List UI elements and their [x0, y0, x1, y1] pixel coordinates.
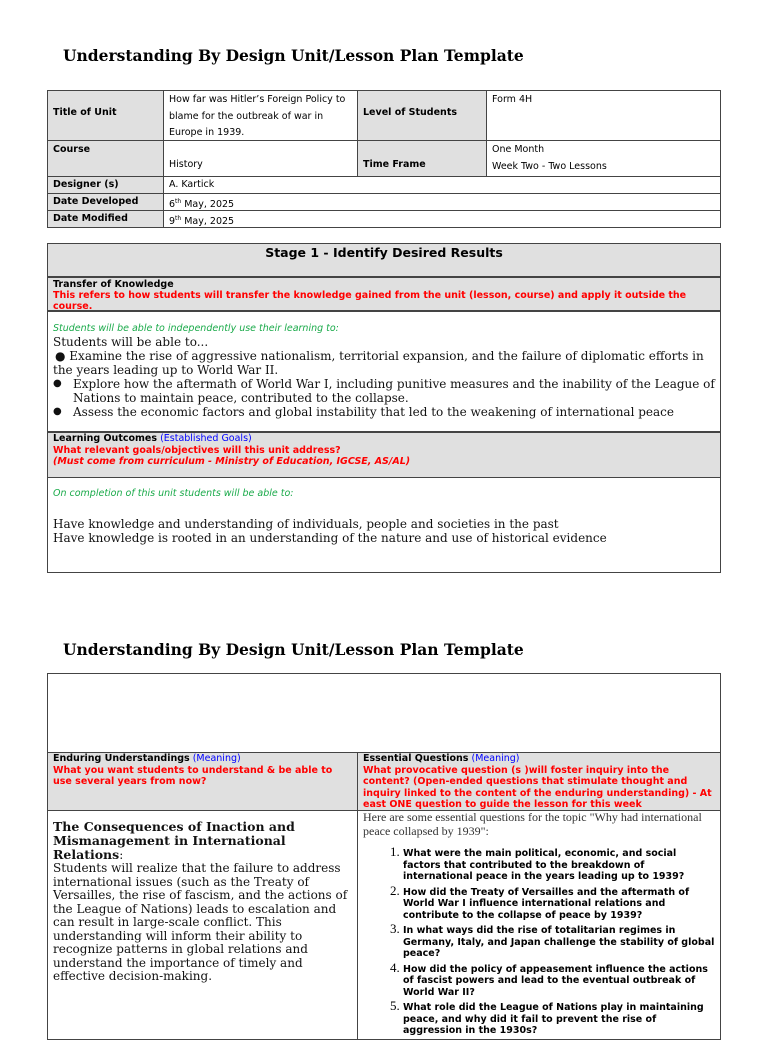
eq-tag: (Meaning) [471, 753, 520, 764]
modified-value [163, 210, 721, 228]
day: 9 [169, 216, 176, 228]
outcomes-source: (Must come from curriculum - Ministry of Education, IGCSE, AS/AL) [53, 456, 411, 467]
transfer-item: ● Explore how the aftermath of World War I, including punitive measures and the inability of the League of Nations to maintain peace, contributed to the collapse. [53, 377, 715, 405]
transfer-desc: This refers to how students will transfer the knowledge gained from the unit (lesson, course) and apply it outside the course. [53, 290, 687, 312]
time-value-1: One Month [492, 144, 545, 155]
designer-label: Designer (s) [47, 176, 164, 194]
eu-body: Students will realize that the failure to address international issues (such as the Treaty of Versailles, the rise of fascism, and the actions of the League of Nations) leads to escalation and can result in large-scale conflict. This understanding will inform their ability to recognize patterns in global relations and understand the importance of timely and effective decision-making. [53, 861, 348, 983]
time-value [486, 140, 721, 177]
eu-desc: What you want students to understand & be able to use several years from now? [53, 764, 333, 787]
developed-value [163, 193, 721, 211]
time-value-2: Week Two - Two Lessons [492, 161, 607, 172]
outcomes-tag: (Established Goals) [160, 433, 252, 444]
level-label: Level of Students [357, 90, 487, 141]
stage1-heading: Stage 1 - Identify Desired Results [47, 243, 721, 277]
transfer-item: ● Assess the economic factors and global instability that led to the weakening of international peace [53, 405, 715, 419]
transfer-content [47, 311, 721, 432]
title-label: Title of Unit [47, 90, 164, 141]
transfer-label: Transfer of Knowledge [53, 279, 174, 290]
outcomes-content [47, 477, 721, 573]
question-item: 5. What role did the League of Nations play in maintaining peace, and why did it fail to prevent the rise of aggression in the 1930s? [403, 1000, 715, 1037]
eq-intro: Here are some essential questions for the topic "Why had international peace collapsed by 1939": [363, 810, 702, 838]
eu-label: Enduring Understandings [53, 753, 190, 764]
transfer-intro: Students will be able to... [53, 335, 209, 349]
course-label: Course [47, 140, 164, 177]
eq-label: Essential Questions [363, 753, 469, 764]
day: 6 [169, 199, 176, 211]
question-item: 4. How did the policy of appeasement influence the actions of fascist powers and lead to the eventual outbreak of World War II? [403, 962, 715, 999]
question-item: 1. What were the main political, economic, and social factors that contributed to the breakdown of international peace in the years leading up to 1939? [403, 846, 715, 883]
question-item: 2. How did the Treaty of Versailles and the aftermath of World War I influence international relations and contribute to the collapse of peace by 1939? [403, 885, 715, 922]
page-title: Understanding By Design Unit/Lesson Plan Template [63, 46, 524, 65]
level-value: Form 4H [486, 90, 721, 141]
item-text: Examine the rise of aggressive nationalism, territorial expansion, and the failure of diplomatic efforts in the years leading up to World War II. [53, 349, 704, 377]
eu-heading: The Consequences of Inaction and Mismanagement in International Relations [53, 819, 295, 862]
outcome-line: Have knowledge and understanding of individuals, people and societies in the past [53, 517, 559, 531]
course-value: History [163, 140, 358, 177]
eq-header [357, 752, 721, 811]
eu-tag: (Meaning) [192, 753, 241, 764]
eu-content [47, 810, 358, 1040]
eq-content [357, 810, 721, 1040]
title-value: How far was Hitler’s Foreign Policy to blame for the outbreak of war in Europe in 1939. [163, 90, 358, 141]
empty-row [47, 673, 721, 753]
month-year: May, 2025 [181, 199, 235, 211]
outcome-line: Have knowledge is rooted in an understanding of the nature and use of historical evidence [53, 531, 607, 545]
transfer-header [47, 276, 721, 312]
suffix: th [175, 215, 182, 222]
outcomes-prompt: On completion of this unit students will be able to: [53, 488, 294, 499]
modified-label: Date Modified [47, 210, 164, 228]
transfer-item: ● Examine the rise of aggressive nationalism, territorial expansion, and the failure of diplomatic efforts in the years leading up to World War II. [53, 349, 704, 377]
developed-label: Date Developed [47, 193, 164, 211]
page-title-2: Understanding By Design Unit/Lesson Plan Template [63, 640, 524, 659]
eq-desc: What provocative question (s )will foster inquiry into the content? (Open-ended questions that stimulate thought and inquiry linked to the content of the enduring understanding) - At east ONE question to guide the lesson for this week [363, 764, 712, 810]
designer-value: A. Kartick [163, 176, 721, 194]
eu-colon: : [119, 848, 124, 862]
month-year: May, 2025 [181, 216, 235, 228]
outcomes-label: Learning Outcomes [53, 433, 158, 444]
time-label: Time Frame [357, 140, 487, 177]
outcomes-header [47, 431, 721, 478]
eu-header [47, 752, 358, 811]
transfer-prompt: Students will be able to independently use their learning to: [53, 323, 339, 334]
suffix: th [175, 198, 182, 205]
question-item: 3. In what ways did the rise of totalitarian regimes in Germany, Italy, and Japan challenge the stability of global peace? [403, 923, 715, 960]
outcomes-question: What relevant goals/objectives will this unit address? [53, 444, 341, 456]
